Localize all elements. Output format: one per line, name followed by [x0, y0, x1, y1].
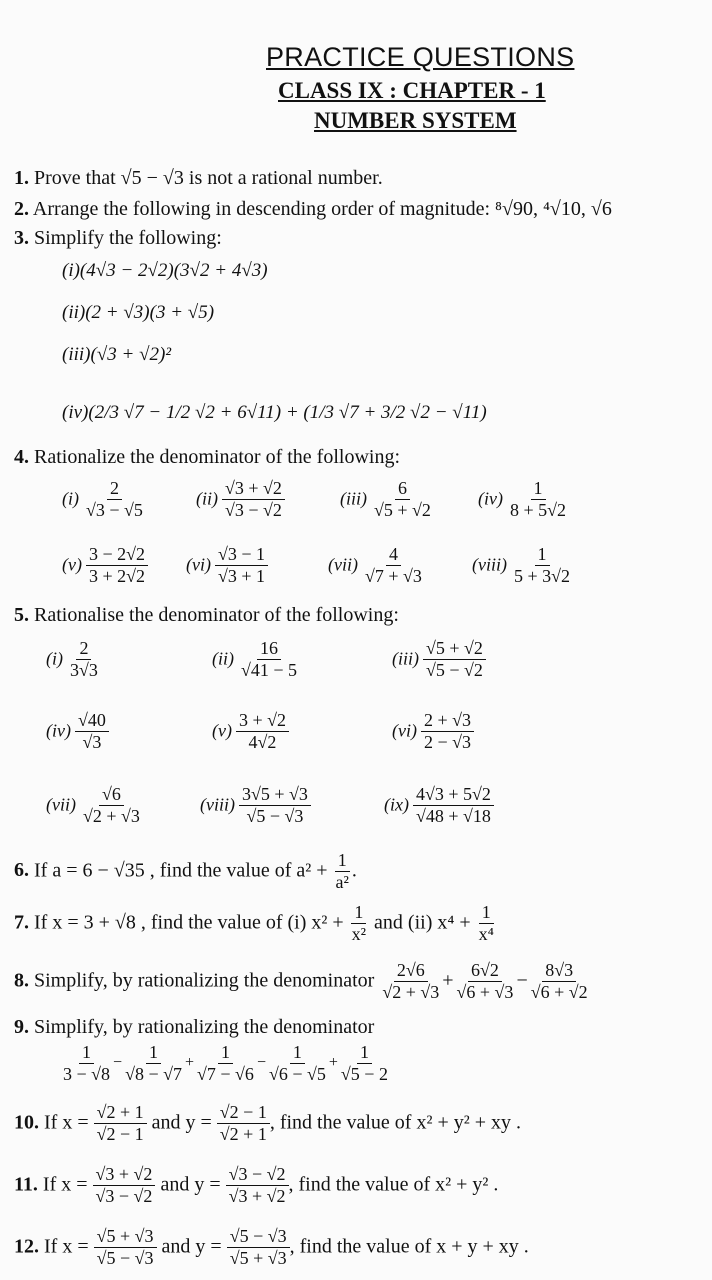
denominator: 2 − √3	[423, 731, 472, 752]
fraction	[454, 960, 517, 1002]
if-x-text: If x =	[44, 1111, 89, 1134]
q5-item-i	[46, 638, 101, 680]
fraction	[528, 960, 591, 1002]
numerator: √2 + 1	[94, 1102, 147, 1124]
question-number: 12.	[14, 1235, 39, 1258]
fraction	[194, 1042, 257, 1084]
question-11	[14, 1164, 498, 1206]
numerator: 1	[479, 902, 494, 924]
numerator: √3 + √2	[93, 1164, 156, 1186]
question-7	[14, 902, 497, 944]
fraction	[215, 544, 268, 586]
denominator: √2 − 1	[96, 1123, 144, 1144]
fraction	[362, 544, 425, 586]
denominator: 8 + 5√2	[509, 499, 567, 520]
operator: +	[442, 969, 454, 992]
question-number: 9.	[14, 1016, 29, 1038]
item-label: (i)	[62, 488, 79, 509]
denominator: √8 − √7	[125, 1063, 182, 1084]
fraction	[371, 478, 434, 520]
item-label: (ix)	[384, 794, 409, 815]
fraction	[476, 902, 497, 944]
denominator: √2 + √3	[82, 805, 140, 826]
q5-item-iii	[392, 638, 486, 680]
q5-item-v	[212, 710, 289, 752]
page-title: PRACTICE QUESTIONS	[266, 42, 575, 72]
and-y-text: and y =	[161, 1235, 222, 1258]
numerator: 3√5 + √3	[239, 784, 311, 806]
numerator: 1	[531, 478, 546, 500]
fraction-x	[93, 1164, 156, 1206]
fraction	[236, 710, 289, 752]
item-label: (vii)	[46, 794, 76, 815]
numerator: 6	[395, 478, 410, 500]
fraction	[67, 638, 101, 680]
operator: −	[256, 1054, 266, 1072]
denominator: √3 + 1	[217, 565, 266, 586]
numerator: √3 − √2	[226, 1164, 289, 1186]
question-8	[14, 960, 591, 1002]
denominator: a²	[335, 871, 349, 892]
fraction	[338, 1042, 391, 1084]
q4-item-viii	[472, 544, 573, 586]
question-number: 2.	[14, 198, 29, 220]
denominator: √5 + √3	[229, 1247, 287, 1268]
class-heading: CLASS IX : CHAPTER - 1	[278, 78, 546, 103]
fraction	[60, 1042, 113, 1084]
numerator: 1	[79, 1042, 94, 1064]
question-text-mid: and (ii) x⁴ +	[374, 911, 471, 934]
question-text: If a = 6 − √35 , find the value of a² +	[34, 859, 328, 882]
numerator: 16	[257, 638, 281, 660]
numerator: 1	[351, 902, 366, 924]
q5-item-iv	[46, 710, 109, 752]
denominator: 3 + 2√2	[88, 565, 146, 586]
numerator: 2√6	[394, 960, 428, 982]
fraction	[379, 960, 442, 1002]
fraction	[423, 638, 486, 680]
fraction	[421, 710, 474, 752]
fraction-x	[94, 1102, 147, 1144]
q5-item-vii	[46, 784, 143, 826]
item-label: (vii)	[328, 554, 358, 575]
question-10	[14, 1102, 521, 1144]
chapter-heading: NUMBER SYSTEM	[314, 108, 517, 133]
numerator: √3 − 1	[215, 544, 268, 566]
question-number: 11.	[14, 1173, 38, 1196]
fraction	[238, 638, 300, 680]
fraction	[266, 1042, 329, 1084]
numerator: 1	[290, 1042, 305, 1064]
q4-item-vi	[186, 544, 268, 586]
question-text: Simplify the following:	[34, 227, 222, 249]
operator: −	[516, 969, 528, 992]
numerator: √6	[99, 784, 124, 806]
denominator: √7 − √6	[197, 1063, 254, 1084]
question-1	[14, 167, 383, 190]
numerator: √40	[75, 710, 109, 732]
question-number: 5.	[14, 604, 29, 626]
question-number: 10.	[14, 1111, 39, 1134]
q4-item-vii	[328, 544, 425, 586]
q4-item-iv	[478, 478, 569, 520]
q5-item-ix	[384, 784, 494, 826]
fraction	[83, 478, 146, 520]
item-label: (v)	[62, 554, 82, 575]
item-label: (iii)	[340, 488, 367, 509]
question-3	[14, 227, 222, 250]
fraction	[333, 850, 352, 892]
denominator: √48 + √18	[415, 805, 491, 826]
denominator: √5 + √2	[374, 499, 431, 520]
fraction	[507, 478, 569, 520]
denominator: √3 − √2	[225, 499, 282, 520]
question-number: 6.	[14, 858, 29, 881]
question-text: Arrange the following in descending order of magnitude: ⁸√90, ⁴√10, √6	[32, 198, 612, 220]
denominator: √5 − √3	[246, 805, 304, 826]
q9-expression	[60, 1042, 391, 1084]
q3-item-iii: (iii)(√3 + √2)²	[62, 344, 172, 365]
if-x-text: If x =	[42, 1173, 88, 1196]
q4-item-i	[62, 478, 146, 520]
fraction-y	[226, 1164, 289, 1206]
q5-item-ii	[212, 638, 300, 680]
operator: −	[113, 1054, 123, 1072]
item-label: (iii)	[392, 648, 419, 669]
denominator: 3 − √8	[63, 1063, 111, 1084]
numerator: 4	[386, 544, 401, 566]
question-text: Rationalize the denominator of the following:	[34, 446, 401, 468]
numerator: 8√3	[542, 960, 576, 982]
question-6	[14, 850, 357, 892]
and-y-text: and y =	[151, 1111, 212, 1134]
question-2	[14, 198, 612, 221]
denominator: 3√3	[70, 659, 98, 680]
item-label: (vi)	[392, 720, 417, 741]
question-number: 8.	[14, 969, 29, 992]
denominator: √2 + √3	[382, 981, 440, 1002]
numerator: 1	[218, 1042, 233, 1064]
item-label: (viii)	[472, 554, 507, 575]
item-label: (ii)	[212, 648, 234, 669]
denominator: x⁴	[478, 923, 494, 944]
item-label: (ii)	[196, 488, 218, 509]
numerator: 2	[107, 478, 122, 500]
numerator: 6√2	[468, 960, 502, 982]
item-label: (iv)	[478, 488, 503, 509]
question-9	[14, 1016, 374, 1039]
question-5	[14, 604, 399, 627]
denominator: √41 − 5	[241, 659, 298, 680]
q4-item-v	[62, 544, 148, 586]
denominator: √7 + √3	[364, 565, 422, 586]
q4-item-ii	[196, 478, 285, 520]
question-number: 7.	[14, 911, 29, 934]
fraction	[122, 1042, 185, 1084]
and-y-text: and y =	[160, 1173, 221, 1196]
denominator: √6 + √3	[456, 981, 514, 1002]
period: .	[351, 859, 357, 882]
denominator: √3 + √2	[228, 1185, 286, 1206]
numerator: √2 − 1	[217, 1102, 270, 1124]
numerator: 1	[357, 1042, 372, 1064]
denominator: √3	[82, 731, 102, 752]
question-text: Rationalise the denominator of the following:	[34, 604, 399, 626]
numerator: 3 − 2√2	[86, 544, 148, 566]
question-number: 4.	[14, 446, 29, 468]
numerator: 2 + √3	[421, 710, 474, 732]
question-tail: , find the value of x + y + xy .	[289, 1235, 529, 1258]
numerator: √3 + √2	[222, 478, 285, 500]
denominator: √3 − √2	[95, 1185, 153, 1206]
fraction	[511, 544, 573, 586]
question-number: 3.	[14, 227, 29, 249]
question-text: Prove that √5 − √3 is not a rational number.	[34, 167, 383, 189]
numerator: 1	[335, 850, 350, 872]
numerator: √5 + √2	[423, 638, 486, 660]
question-12	[14, 1226, 529, 1268]
fraction	[80, 784, 143, 826]
item-label: (vi)	[186, 554, 211, 575]
numerator: √5 − √3	[227, 1226, 290, 1248]
question-text: Simplify, by rationalizing the denominator	[34, 1016, 375, 1038]
fraction	[413, 784, 494, 826]
denominator: √5 − 2	[340, 1063, 388, 1084]
q3-item-i: (i)(4√3 − 2√2)(3√2 + 4√3)	[62, 260, 268, 281]
denominator: √6 − √5	[268, 1063, 326, 1084]
denominator: √3 − √5	[86, 499, 143, 520]
item-label: (i)	[46, 648, 63, 669]
q5-item-vi	[392, 710, 474, 752]
numerator: 1	[146, 1042, 161, 1064]
if-x-text: If x =	[44, 1235, 89, 1258]
fraction	[222, 478, 285, 520]
question-4	[14, 446, 400, 469]
fraction	[349, 902, 369, 944]
denominator: √6 + √2	[530, 981, 588, 1002]
numerator: 2	[76, 638, 91, 660]
denominator: 4√2	[248, 731, 277, 752]
denominator: √5 − √2	[426, 659, 483, 680]
fraction	[75, 710, 109, 752]
q4-item-iii	[340, 478, 434, 520]
item-label: (iv)	[46, 720, 71, 741]
question-tail: , find the value of x² + y² + xy .	[269, 1111, 521, 1134]
numerator: 1	[535, 544, 550, 566]
fraction-y	[217, 1102, 270, 1144]
denominator: x²	[351, 923, 367, 944]
item-label: (v)	[212, 720, 232, 741]
denominator: √2 + 1	[219, 1123, 267, 1144]
fraction-y	[227, 1226, 290, 1268]
q3-item-ii: (ii)(2 + √3)(3 + √5)	[62, 302, 215, 323]
question-tail: , find the value of x² + y² .	[288, 1173, 499, 1196]
denominator: 5 + 3√2	[513, 565, 571, 586]
fraction	[239, 784, 311, 826]
operator: +	[328, 1054, 338, 1072]
q3-item-iv: (iv)(2/3 √7 − 1/2 √2 + 6√11) + (1/3 √7 + 3/2 √2 − √11)	[62, 402, 487, 423]
question-text: If x = 3 + √8 , find the value of (i) x² +	[34, 911, 344, 934]
fraction-x	[94, 1226, 157, 1268]
operator: +	[184, 1054, 195, 1072]
denominator: √5 − √3	[96, 1247, 154, 1268]
numerator: √5 + √3	[94, 1226, 157, 1248]
question-number: 1.	[14, 167, 29, 189]
question-text: Simplify, by rationalizing the denominator	[34, 969, 375, 992]
numerator: 4√3 + 5√2	[413, 784, 494, 806]
fraction	[86, 544, 148, 586]
item-label: (viii)	[200, 794, 235, 815]
numerator: 3 + √2	[236, 710, 289, 732]
q5-item-viii	[200, 784, 311, 826]
